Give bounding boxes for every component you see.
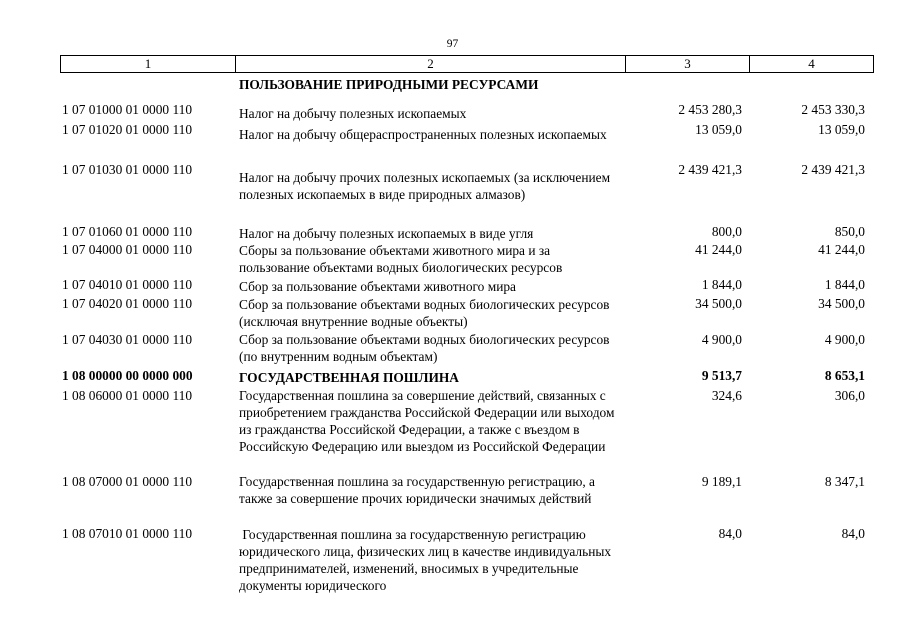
row-value-2: 41 244,0 [818, 242, 865, 257]
row-value-1: 2 439 421,3 [678, 162, 742, 177]
row-name: Сбор за пользование объектами водных биологических ресурсов (по внутренним водным объектам) [239, 332, 610, 364]
header-col-2: 2 [236, 56, 626, 73]
header-col-4: 4 [750, 56, 874, 73]
row-value-1: 324,6 [711, 388, 742, 403]
row-value-1: 13 059,0 [695, 122, 742, 137]
row-name: Налог на добычу общераспространенных полезных ископаемых [239, 127, 607, 142]
row-code: 1 07 01000 01 0000 110 [62, 102, 193, 117]
row-name: Сборы за пользование объектами животного мира и за пользование объектами водных биологических ресурсов [239, 243, 563, 275]
row-value-1: 2 453 280,3 [678, 102, 742, 117]
row-name: Налог на добычу полезных ископаемых [239, 106, 467, 121]
row-name: Государственная пошлина за совершение действий, связанных с приобретением гражданства Российской Федерации или выходом из гражданства Российской Федерации, а также с въездом в Российскую Федерацию или выездом из Российской Федерации [239, 388, 615, 454]
page-number: 97 [446, 38, 459, 50]
row-value-1: 34 500,0 [695, 296, 742, 311]
row-name: ГОСУДАРСТВЕННАЯ ПОШЛИНА [239, 370, 459, 385]
row-value-2: 13 059,0 [818, 122, 865, 137]
row-value-2: 34 500,0 [818, 296, 865, 311]
row-value-2: 306,0 [834, 388, 865, 403]
header-col-1: 1 [61, 56, 236, 73]
row-value-1: 9 513,7 [701, 368, 742, 383]
row-value-2: 84,0 [841, 526, 865, 541]
row-code: 1 07 01060 01 0000 110 [62, 224, 193, 239]
row-code: 1 08 00000 00 0000 000 [62, 368, 193, 383]
row-code: 1 07 01030 01 0000 110 [62, 162, 193, 177]
row-value-1: 84,0 [718, 526, 742, 541]
row-name: Государственная пошлина за государственную регистрацию, а также за совершение прочих юридически значимых действий [239, 474, 595, 506]
row-code: 1 07 04020 01 0000 110 [62, 296, 193, 311]
row-code: 1 08 07010 01 0000 110 [62, 526, 193, 541]
row-code: 1 07 04030 01 0000 110 [62, 332, 193, 347]
row-code: 1 08 06000 01 0000 110 [62, 388, 193, 403]
row-value-2: 2 453 330,3 [801, 102, 865, 117]
row-code: 1 07 04010 01 0000 110 [62, 277, 193, 292]
row-value-2: 4 900,0 [824, 332, 865, 347]
row-name: Государственная пошлина за государственную регистрацию юридического лица, физических лиц в качестве индивидуальных предпринимателей, изменений, вносимых в учредительные документы юридического [239, 527, 615, 593]
row-value-2: 1 844,0 [824, 277, 865, 292]
header-col-3: 3 [626, 56, 750, 73]
row-value-1: 800,0 [711, 224, 742, 239]
row-name: Налог на добычу прочих полезных ископаемых (за исключением полезных ископаемых в виде природных алмазов) [239, 170, 611, 202]
row-value-1: 4 900,0 [701, 332, 742, 347]
row-value-2: 850,0 [834, 224, 865, 239]
row-value-2: 2 439 421,3 [801, 162, 865, 177]
row-value-1: 9 189,1 [701, 474, 742, 489]
row-code: 1 07 01020 01 0000 110 [62, 122, 193, 137]
row-code: 1 07 04000 01 0000 110 [62, 242, 193, 257]
section-title: ПОЛЬЗОВАНИЕ ПРИРОДНЫМИ РЕСУРСАМИ [239, 77, 539, 92]
row-value-1: 1 844,0 [701, 277, 742, 292]
row-name: Налог на добычу полезных ископаемых в виде угля [239, 226, 534, 241]
table-header [60, 55, 874, 73]
row-value-2: 8 653,1 [824, 368, 865, 383]
row-name: Сбор за пользование объектами животного мира [239, 279, 516, 294]
row-value-2: 8 347,1 [824, 474, 865, 489]
row-value-1: 41 244,0 [695, 242, 742, 257]
row-name: Сбор за пользование объектами водных биологических ресурсов (исключая внутренние водные объекты) [239, 297, 610, 329]
row-code: 1 08 07000 01 0000 110 [62, 474, 193, 489]
